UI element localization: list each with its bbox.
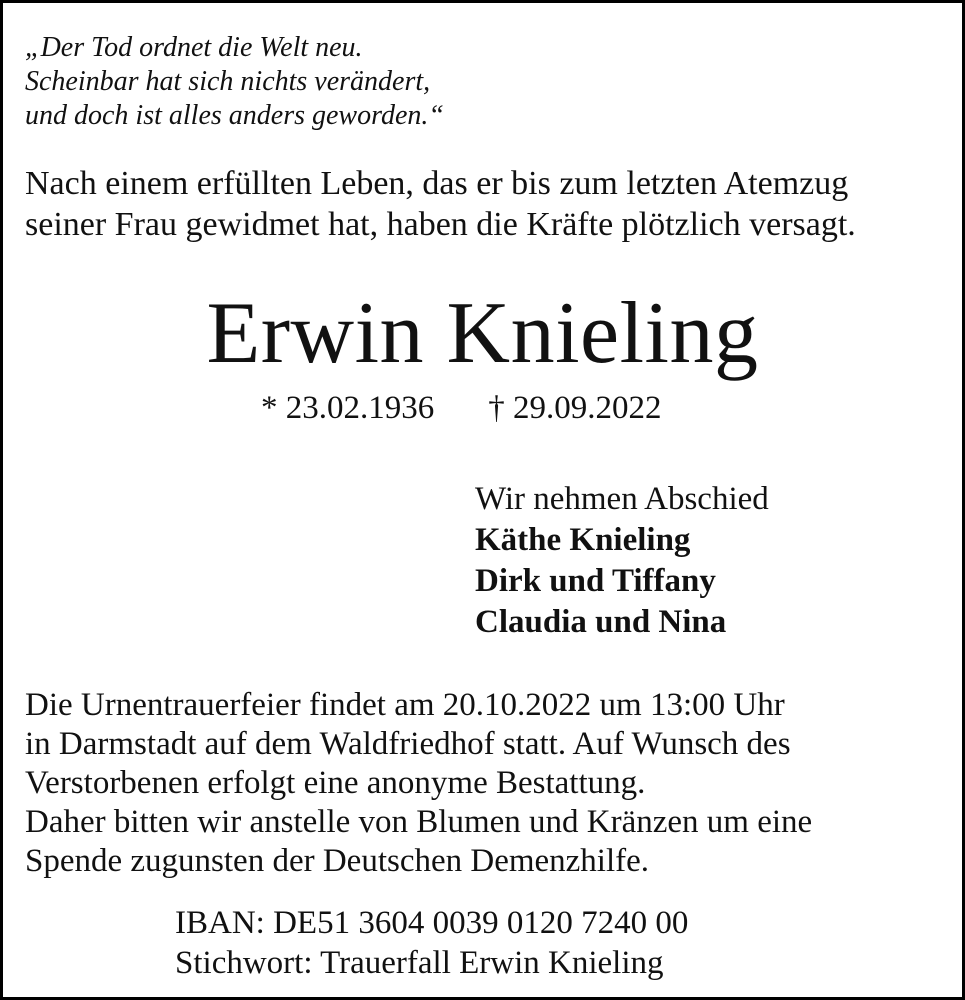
- ceremony-line: Verstorbenen erfolgt eine anonyme Bestattung.: [25, 765, 646, 801]
- iban: IBAN: DE51 3604 0039 0120 7240 00: [175, 905, 689, 941]
- life-dates: [261, 388, 662, 428]
- family-member: Claudia und Nina: [475, 604, 727, 640]
- deceased-name: Erwin Knieling: [206, 285, 759, 382]
- family-member: Käthe Knieling: [475, 522, 691, 558]
- ceremony-line: Spende zugunsten der Deutschen Demenzhilfe.: [25, 843, 650, 879]
- intro-text: [25, 163, 856, 245]
- donation-keyword: Stichwort: Trauerfall Erwin Knieling: [175, 945, 664, 981]
- farewell-heading: Wir nehmen Abschied: [475, 481, 769, 517]
- ceremony-details: [25, 686, 812, 881]
- quote-line: „Der Tod ordnet die Welt neu.: [25, 32, 363, 63]
- ceremony-line: Die Urnentrauerfeier findet am 20.10.2022 um 13:00 Uhr: [25, 687, 785, 723]
- donation-details: [175, 903, 688, 983]
- family-signature: [475, 479, 769, 643]
- ceremony-line: in Darmstadt auf dem Waldfriedhof statt. Auf Wunsch des: [25, 726, 791, 762]
- family-member: Dirk und Tiffany: [475, 563, 716, 599]
- quote-line: und doch ist alles anders geworden.“: [25, 100, 444, 131]
- birth-date: * 23.02.1936: [261, 390, 435, 426]
- intro-line: Nach einem erfüllten Leben, das er bis zum letzten Atemzug: [25, 165, 849, 202]
- ceremony-line: Daher bitten wir anstelle von Blumen und Kränzen um eine: [25, 804, 813, 840]
- death-date: † 29.09.2022: [488, 390, 662, 426]
- memorial-quote: [25, 31, 444, 133]
- intro-line: seiner Frau gewidmet hat, haben die Kräfte plötzlich versagt.: [25, 206, 856, 243]
- quote-line: Scheinbar hat sich nichts verändert,: [25, 66, 431, 97]
